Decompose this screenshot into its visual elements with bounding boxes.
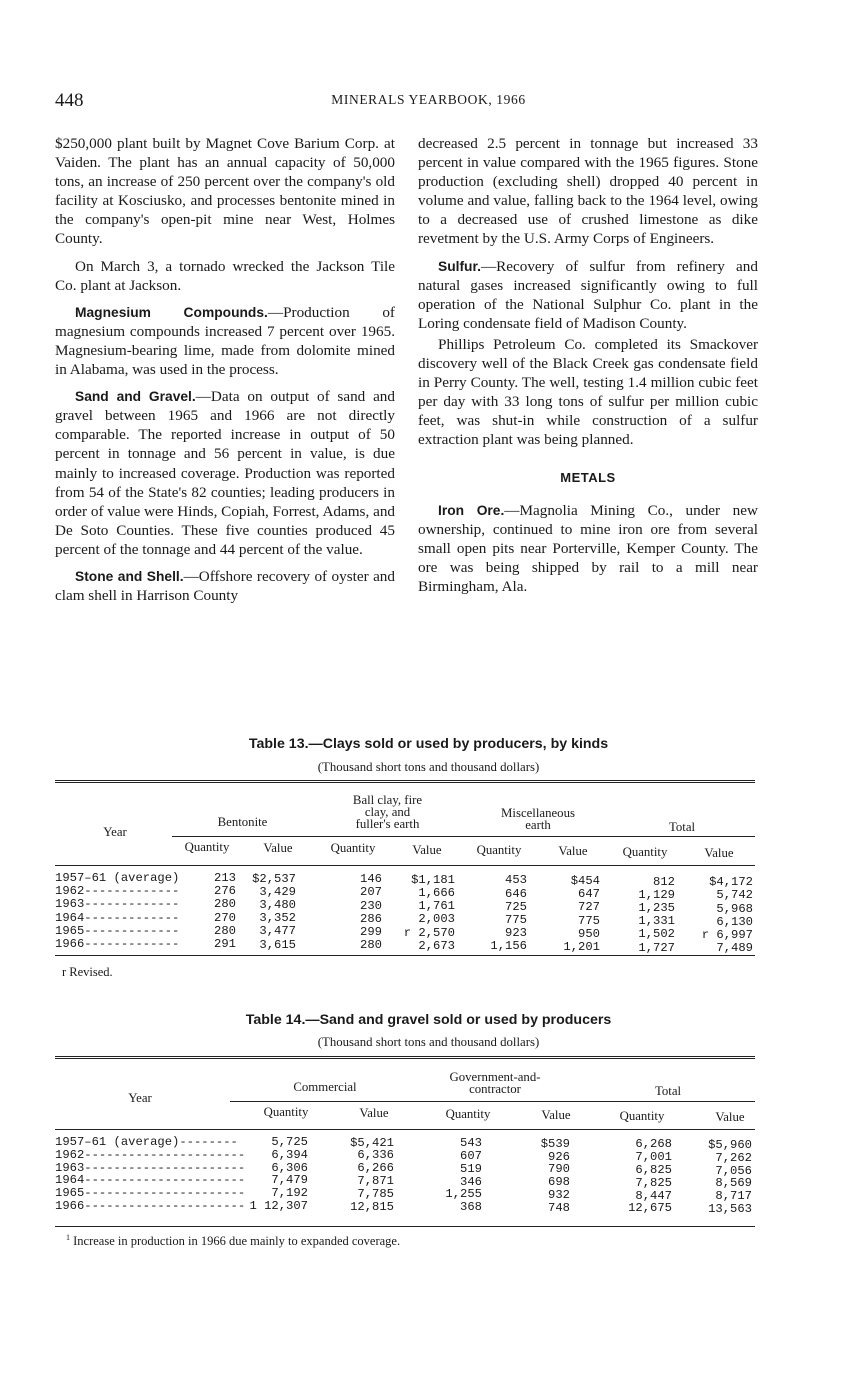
sulfur-paragraph: [418, 257, 758, 333]
table13-cell-r3-c0: 1964-------------: [55, 910, 180, 925]
table13-footnote: r Revised.: [62, 965, 113, 979]
table14-cell-r5-c2: 12,815: [350, 1199, 394, 1214]
magnesium-paragraph: [55, 303, 395, 379]
table14-cell-r2-c6: 7,056: [715, 1163, 752, 1178]
table13-header-rule: [55, 865, 755, 866]
table13-cell-r5-c7: 1,727: [638, 940, 675, 955]
table14-gov-val-header: Value: [541, 1108, 571, 1122]
table14-cell-r4-c6: 8,717: [715, 1189, 752, 1204]
table14-cell-r3-c5: 7,825: [635, 1175, 672, 1190]
table13-title: Table 13.—Clays sold or used by producers, by kinds: [248, 736, 609, 752]
running-head: MINERALS YEARBOOK, 1966: [331, 92, 526, 107]
stone-shell-text: —Offshore recovery of oyster and clam shell in Harrison County: [55, 567, 395, 605]
table14-cell-r5-c4: 748: [548, 1200, 570, 1215]
table13-cell-r3-c8: 6,130: [716, 914, 753, 929]
table13-cell-r1-c7: 1,129: [638, 887, 675, 902]
table13-cell-r5-c8: 7,489: [716, 941, 753, 956]
table13-cell-r2-c6: 727: [578, 900, 600, 915]
table14-cell-r1-c1: 6,394: [271, 1147, 308, 1162]
table13-cell-r1-c1: 276: [214, 884, 236, 899]
table13-misc-header-2: earth: [525, 818, 551, 832]
table14-cell-r4-c0: 1965----------------------: [55, 1186, 246, 1201]
table13-cell-r2-c8: 5,968: [716, 901, 753, 916]
table13-cell-r4-c8: r 6,997: [701, 928, 753, 942]
table14-cell-r3-c1: 7,479: [271, 1173, 308, 1188]
table14-cell-r5-c3: 368: [460, 1200, 482, 1215]
table13-total-header: Total: [668, 820, 696, 834]
table13-cell-r4-c1: 280: [214, 923, 236, 938]
table14-cell-r0-c4: $539: [540, 1136, 570, 1151]
table13-cell-r5-c1: 291: [214, 937, 236, 951]
table14-cell-r3-c4: 698: [548, 1175, 570, 1190]
table14-cell-r0-c2: $5,421: [350, 1135, 394, 1150]
sulfur-text: —Recovery of sulfur from refinery and natural gases increased significantly owing to full operation of the National Sulphur Co. plant in the Loring condensate field of Madison County.: [418, 257, 758, 332]
table14-cell-r2-c1: 6,306: [271, 1160, 308, 1175]
magnesium-text: —Production of magnesium compounds increased 7 percent over 1965. Magnesium-bearing lime, made from dolomite mined in Alabama, was used in the process.: [55, 303, 395, 379]
table14-subtitle: (Thousand short tons and thousand dollars): [317, 1035, 540, 1049]
table14-cell-r2-c0: 1963----------------------: [55, 1160, 246, 1175]
phillips-paragraph: Phillips Petroleum Co. completed its Smackover discovery well of the Black Creek gas condensate field in Perry County. The well, testing 1.4 million cubic feet per day with 33 long tons of sulfur per million cubic feet, was shut-in while construction of a sulfur extraction plant was being planned.: [418, 335, 758, 449]
table13-cell-r4-c6: 950: [578, 926, 600, 941]
table14-header-rule: [55, 1129, 755, 1130]
table13-cell-r1-c5: 646: [505, 886, 527, 901]
table14-total-header: Total: [654, 1084, 682, 1098]
table13-year-header: Year: [103, 825, 127, 839]
table14-title: Table 14.—Sand and gravel sold or used by producers: [245, 1012, 612, 1028]
table14-cell-r3-c3: 346: [460, 1174, 482, 1189]
table14-cell-r0-c3: 543: [460, 1136, 482, 1151]
table13-bottom-rule: [55, 955, 755, 956]
table13-cell-r2-c1: 280: [214, 897, 236, 912]
table13-cell-r1-c8: 5,742: [716, 888, 753, 903]
sand-gravel-text: —Data on output of sand and gravel between 1965 and 1966 are not directly comparable. The reported increase in output of 50 percent in tonnage and 56 percent in value, is due mainly to increased coverage. Production was reported from 54 of the State's 82 counties; leading producers in order of value were Hinds, Copiah, Forrest, Adams, and De Soto Counties. These five counties produced 45 percent of the tonnage and 44 percent of the value.: [55, 388, 395, 558]
table13-cell-r1-c6: 647: [578, 887, 600, 902]
table13-ballclay-val-header: Value: [412, 843, 442, 857]
table14-footnote: [66, 1234, 400, 1249]
table13-cell-r1-c4: 1,666: [418, 886, 455, 900]
table14-total-qty-header: Quantity: [619, 1109, 665, 1123]
table14-cell-r1-c2: 6,336: [357, 1148, 394, 1163]
table13-bentonite-header: Bentonite: [217, 815, 268, 829]
table14-cell-r3-c2: 7,871: [357, 1174, 394, 1188]
table13-misc-qty-header: Quantity: [476, 843, 522, 857]
table14-gov-header-2: contractor: [469, 1082, 521, 1096]
table14-cell-r4-c4: 932: [548, 1188, 570, 1202]
table13-cell-r3-c3: 286: [360, 911, 382, 926]
iron-ore-paragraph: [418, 501, 758, 596]
iron-ore-text: —Magnolia Mining Co., under new ownership, continued to mine iron ore from several small open pits near Porterville, Kemper County. The ore was being shipped by rail to a mill near Birmingham, Ala.: [418, 501, 758, 595]
sand-gravel-heading: Sand and Gravel.: [75, 389, 196, 405]
table14-cell-r0-c6: $5,960: [708, 1138, 752, 1152]
table14-cell-r0-c0: 1957–61 (average)--------: [55, 1135, 238, 1149]
table13-cell-r4-c4: r 2,570: [403, 925, 455, 940]
table14-cell-r1-c5: 7,001: [635, 1150, 672, 1165]
table14-cell-r0-c5: 6,268: [635, 1137, 672, 1152]
table14-cell-r3-c6: 8,569: [715, 1176, 752, 1191]
table13-cell-r5-c2: 3,615: [259, 937, 296, 952]
table14-cell-r1-c6: 7,262: [715, 1150, 752, 1165]
table13-cell-r5-c0: 1966-------------: [55, 937, 180, 951]
table13-cell-r3-c4: 2,003: [418, 912, 455, 927]
table14-footnote-text: Increase in production in 1966 due mainly to expanded coverage.: [73, 1234, 401, 1248]
table13-ballclay-qty-header: Quantity: [330, 841, 376, 855]
table13-ballclay-header-1: Ball clay, fire: [352, 793, 423, 807]
table14-group-rule: [230, 1101, 755, 1102]
table14-commercial-qty-header: Quantity: [263, 1105, 309, 1119]
table13-cell-r2-c0: 1963-------------: [55, 897, 180, 912]
table14-cell-r1-c3: 607: [460, 1149, 482, 1163]
table14-cell-r2-c4: 790: [548, 1162, 570, 1177]
table14-cell-r3-c0: 1964----------------------: [55, 1173, 246, 1188]
table13-cell-r1-c2: 3,429: [259, 884, 296, 899]
table13-cell-r3-c5: 775: [505, 913, 527, 927]
left-text-column: [55, 134, 395, 605]
table14-top-rule: [55, 1056, 755, 1057]
table14-cell-r5-c0: 1966----------------------: [55, 1199, 246, 1213]
table13-cell-r1-c0: 1962-------------: [55, 884, 180, 899]
table13-misc-header-1: Miscellaneous: [501, 806, 575, 820]
table14-cell-r2-c5: 6,825: [635, 1163, 672, 1177]
table13-cell-r2-c5: 725: [505, 899, 527, 914]
table13-total-qty-header: Quantity: [622, 845, 668, 859]
iron-ore-heading: Iron Ore.: [438, 502, 505, 518]
table14-cell-r5-c1: 1 12,307: [249, 1199, 308, 1213]
table14-top-rule-2: [55, 1058, 755, 1059]
table13-bentonite-val-header: Value: [263, 841, 293, 855]
table14-gov-qty-header: Quantity: [445, 1107, 491, 1121]
table13-cell-r5-c6: 1,201: [563, 940, 600, 954]
table14-cell-r5-c5: 12,675: [628, 1201, 672, 1216]
table13-misc-val-header: Value: [558, 844, 588, 858]
table13-ballclay-header-3: fuller's earth: [355, 817, 420, 831]
table13-subtitle: (Thousand short tons and thousand dollars): [317, 760, 540, 774]
table13-cell-r5-c4: 2,673: [418, 938, 455, 953]
sand-gravel-paragraph: [55, 387, 395, 559]
table14-cell-r1-c4: 926: [548, 1149, 570, 1164]
table13-group-rule: [172, 836, 755, 837]
table13-cell-r5-c5: 1,156: [490, 939, 527, 954]
page-number: 448: [55, 90, 84, 111]
table13-cell-r0-c0: 1957–61 (average): [55, 871, 180, 885]
table13-cell-r0-c7: 812: [653, 874, 675, 889]
table14-cell-r2-c3: 519: [460, 1161, 482, 1176]
table13-cell-r0-c5: 453: [505, 873, 527, 888]
stone-shell-heading: Stone and Shell.: [75, 568, 184, 584]
table14-cell-r4-c1: 7,192: [271, 1186, 308, 1201]
table13-ballclay-header-2: clay, and: [364, 805, 411, 819]
table13-cell-r0-c2: $2,537: [252, 871, 296, 886]
table13-cell-r2-c2: 3,480: [259, 898, 296, 912]
magnesium-heading: Magnesium Compounds.: [75, 304, 268, 320]
table14-commercial-val-header: Value: [359, 1106, 389, 1120]
table13-cell-r0-c8: $4,172: [709, 875, 753, 890]
sulfur-heading: Sulfur.: [438, 258, 481, 274]
table13-cell-r4-c5: 923: [505, 926, 527, 941]
table13-cell-r4-c3: 299: [360, 925, 382, 939]
table13-cell-r3-c6: 775: [578, 913, 600, 928]
table13-bentonite-qty-header: Quantity: [184, 840, 230, 854]
table14-footnote-marker: 1: [66, 1232, 70, 1242]
table14-cell-r0-c1: 5,725: [271, 1135, 308, 1149]
table13-cell-r1-c3: 207: [360, 885, 382, 900]
table13-cell-r3-c2: 3,352: [259, 911, 296, 926]
left-paragraph-2: On March 3, a tornado wrecked the Jackson Tile Co. plant at Jackson.: [55, 257, 395, 294]
table14-cell-r1-c0: 1962----------------------: [55, 1147, 246, 1162]
table13-cell-r4-c7: 1,502: [638, 927, 675, 942]
table14-bottom-rule: [55, 1226, 755, 1227]
table13-cell-r2-c7: 1,235: [638, 901, 675, 915]
table13-top-rule: [55, 780, 755, 781]
table13-cell-r0-c6: $454: [570, 874, 600, 888]
table14-cell-r5-c6: 13,563: [708, 1202, 752, 1216]
left-paragraph-1: $250,000 plant built by Magnet Cove Barium Corp. at Vaiden. The plant has an annual capacity of 50,000 tons, an increase of 250 percent over the company's old facility at Kosciusko, and processes bentonite mined in the company's open-pit mine near West, Holmes County.: [55, 135, 395, 248]
table13-cell-r4-c0: 1965-------------: [55, 923, 180, 938]
right-text-column: [418, 134, 758, 596]
stone-shell-paragraph: [55, 567, 395, 605]
metals-section-title: METALS: [560, 469, 616, 485]
table13-cell-r4-c2: 3,477: [259, 924, 296, 939]
table13-cell-r0-c4: $1,181: [411, 872, 455, 887]
table13-cell-r0-c1: 213: [214, 871, 236, 885]
table13-top-rule-2: [55, 782, 755, 783]
table14-year-header: Year: [128, 1091, 152, 1105]
table14-cell-r2-c2: 6,266: [357, 1161, 394, 1176]
table13-cell-r2-c4: 1,761: [418, 899, 455, 914]
table13-cell-r3-c7: 1,331: [638, 914, 675, 929]
table14-cell-r4-c2: 7,785: [357, 1186, 394, 1201]
table14-total-val-header: Value: [715, 1110, 745, 1124]
table14-cell-r4-c5: 8,447: [635, 1188, 672, 1203]
right-paragraph-1: decreased 2.5 percent in tonnage but increased 33 percent in value compared with the 1965 figures. Stone production (excluding shell) dropped 40 percent in volume and value, falling back to the 1964 level, owing to a decreased use of crushed limestone as dike revetment by the U.S. Army Corps of Engineers.: [418, 135, 758, 248]
table14-gov-header-1: Government-and-: [449, 1070, 541, 1084]
table13-cell-r2-c3: 230: [360, 898, 382, 913]
table13-total-val-header: Value: [704, 846, 734, 860]
table13-cell-r3-c1: 270: [214, 910, 236, 925]
table13-cell-r5-c3: 280: [360, 938, 382, 953]
table13-cell-r0-c3: 146: [360, 872, 382, 887]
table14-commercial-header: Commercial: [293, 1080, 357, 1094]
table14-cell-r4-c3: 1,255: [445, 1187, 482, 1202]
